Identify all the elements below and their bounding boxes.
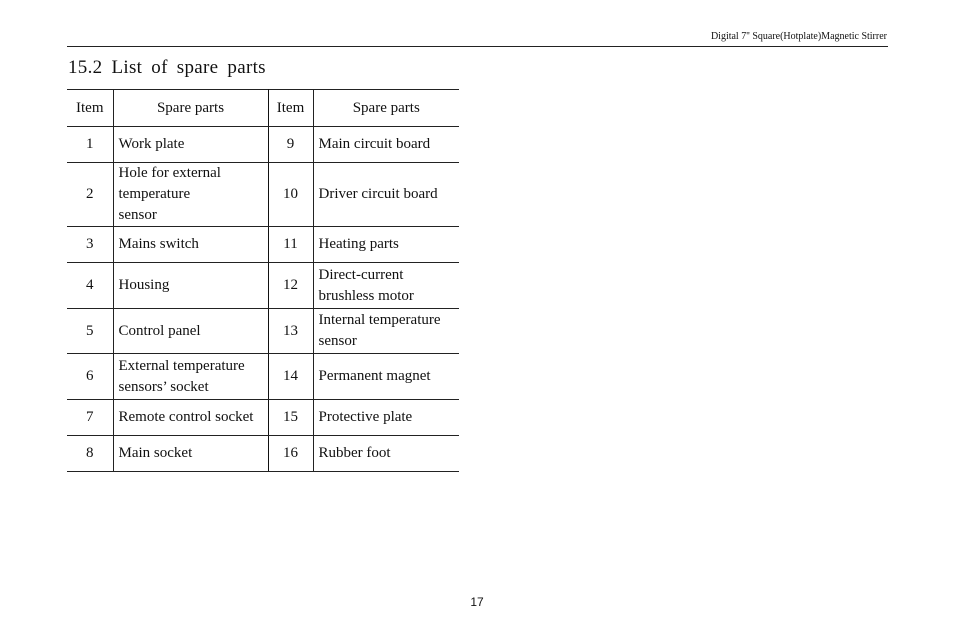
spare-part-name-cell: Control panel xyxy=(113,309,268,354)
item-number-cell: 2 xyxy=(67,163,113,227)
spare-part-name-cell: Remote control socket xyxy=(113,400,268,436)
item-number-cell: 14 xyxy=(268,354,313,400)
spare-part-name-cell: Driver circuit board xyxy=(313,163,459,227)
spare-part-name-cell: Internal temperature sensor xyxy=(313,309,459,354)
spare-part-name-cell: Rubber foot xyxy=(313,436,459,472)
spare-part-name-cell: Mains switch xyxy=(113,227,268,263)
item-number-cell: 16 xyxy=(268,436,313,472)
spare-part-name-cell: Protective plate xyxy=(313,400,459,436)
section-title: 15.2 List of spare parts xyxy=(68,57,266,78)
header-rule xyxy=(67,46,888,47)
item-number-cell: 5 xyxy=(67,309,113,354)
page-number: 17 xyxy=(470,595,484,609)
table-row xyxy=(67,127,459,163)
item-number-cell: 6 xyxy=(67,354,113,400)
running-header: Digital 7'' Square(Hotplate)Magnetic Stirrer xyxy=(710,31,887,42)
item-number-cell: 3 xyxy=(67,227,113,263)
table-row xyxy=(67,436,459,472)
item-number-cell: 4 xyxy=(67,263,113,309)
column-header-item-2: Item xyxy=(268,90,313,127)
item-number-cell: 8 xyxy=(67,436,113,472)
column-header-spare-parts-2: Spare parts xyxy=(313,90,459,127)
spare-part-name-cell: Hole for external temperature sensor xyxy=(113,163,268,227)
table-row xyxy=(67,163,459,227)
item-number-cell: 15 xyxy=(268,400,313,436)
table-body xyxy=(67,127,459,472)
item-number-cell: 11 xyxy=(268,227,313,263)
item-number-cell: 12 xyxy=(268,263,313,309)
item-number-cell: 1 xyxy=(67,127,113,163)
spare-part-name-cell: Main socket xyxy=(113,436,268,472)
table-row xyxy=(67,309,459,354)
spare-part-name-cell: Permanent magnet xyxy=(313,354,459,400)
table-row xyxy=(67,227,459,263)
table-row xyxy=(67,354,459,400)
column-header-spare-parts-1: Spare parts xyxy=(113,90,268,127)
spare-part-name-cell: Main circuit board xyxy=(313,127,459,163)
item-number-cell: 9 xyxy=(268,127,313,163)
item-number-cell: 7 xyxy=(67,400,113,436)
spare-part-name-cell: External temperature sensors’ socket xyxy=(113,354,268,400)
item-number-cell: 13 xyxy=(268,309,313,354)
spare-parts-table xyxy=(67,89,459,472)
column-header-item-1: Item xyxy=(67,90,113,127)
item-number-cell: 10 xyxy=(268,163,313,227)
table-row xyxy=(67,400,459,436)
table-row xyxy=(67,263,459,309)
spare-part-name-cell: Direct-current brushless motor xyxy=(313,263,459,309)
table-header-row xyxy=(67,90,459,127)
spare-part-name-cell: Work plate xyxy=(113,127,268,163)
spare-part-name-cell: Heating parts xyxy=(313,227,459,263)
spare-part-name-cell: Housing xyxy=(113,263,268,309)
